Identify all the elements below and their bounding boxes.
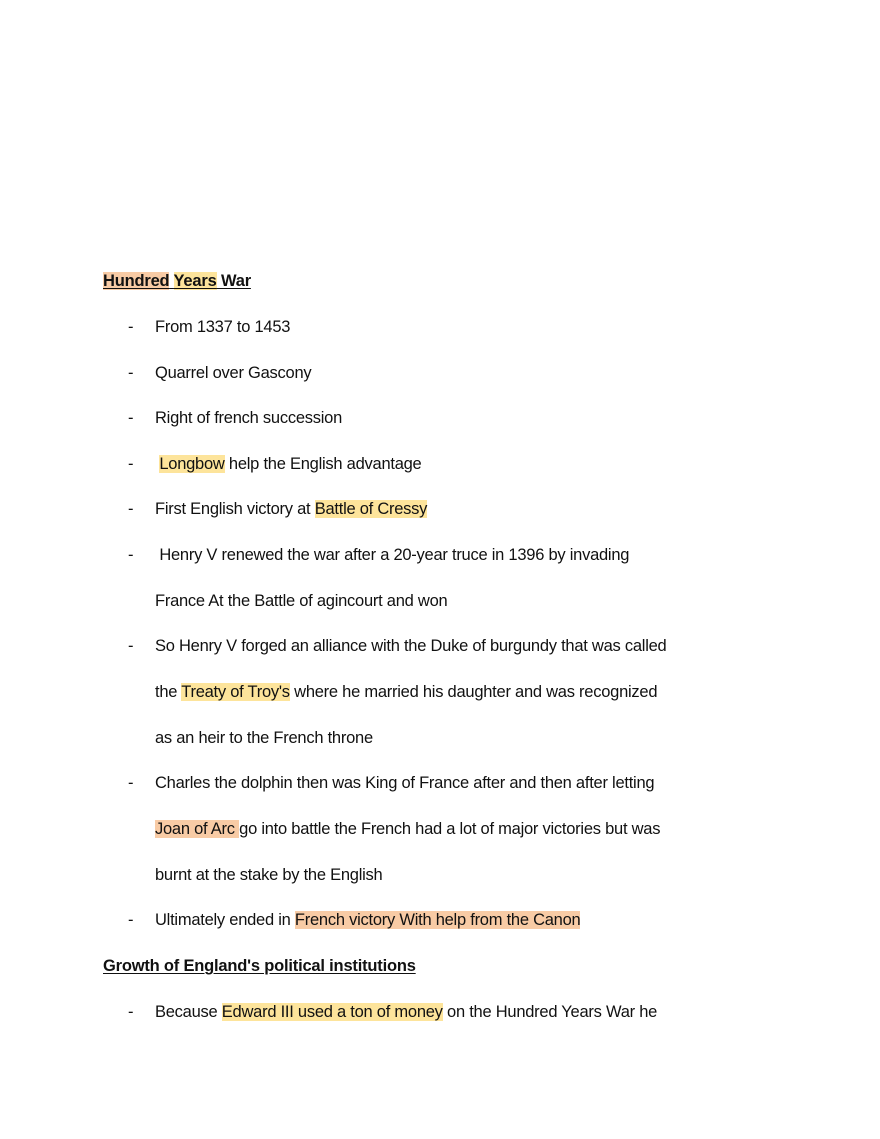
bullet-continuation-text [155, 864, 382, 886]
bullet-marker: - [128, 774, 134, 792]
bullet-text [155, 453, 421, 475]
text-run: Because [155, 1003, 222, 1021]
text-run: where he married his daughter and was recognized [289, 683, 658, 701]
text-run: help the English advantage [224, 455, 422, 473]
bullet-marker: - [128, 1003, 134, 1021]
highlighted-text: Treaty of Troy's [181, 683, 290, 701]
text-run: go into battle the French had a lot of major victories but was [239, 820, 661, 838]
text-run: Charles the dolphin then was King of France after and then after letting [155, 774, 655, 792]
text-run: Right of french succession [155, 409, 343, 427]
bullet-text [155, 544, 629, 566]
bullet-text [155, 909, 580, 931]
heading-text: War [216, 272, 251, 290]
text-run: From 1337 to 1453 [155, 318, 291, 336]
bullet-marker: - [128, 318, 134, 336]
bullet-text [155, 498, 427, 520]
text-run: Ultimately ended in [155, 911, 295, 929]
bullet-marker: - [128, 911, 134, 929]
bullet-text [155, 772, 654, 794]
bullet-marker: - [128, 364, 134, 382]
text-run: First English victory at [155, 500, 315, 518]
bullet-text [155, 407, 342, 429]
bullet-continuation-text [155, 818, 660, 840]
highlighted-text: Joan of Arc [155, 820, 240, 838]
bullet-continuation-text [155, 727, 373, 749]
text-run: as an heir to the French throne [155, 729, 373, 747]
bullet-marker: - [128, 455, 134, 473]
highlighted-text: French victory With help from the Canon [294, 911, 581, 929]
highlighted-text: Edward III used a ton of money [221, 1003, 443, 1021]
heading-text [169, 272, 173, 290]
bullet-text [155, 316, 290, 338]
highlighted-text: Years [173, 272, 217, 290]
text-run: Quarrel over Gascony [155, 364, 312, 382]
bullet-marker: - [128, 546, 134, 564]
bullet-continuation-text [155, 681, 657, 703]
text-run: on the Hundred Years War he [442, 1003, 658, 1021]
text-run: So Henry V forged an alliance with the Duke of burgundy that was called [155, 637, 667, 655]
bullet-marker: - [128, 637, 134, 655]
highlighted-text: Longbow [159, 455, 225, 473]
text-run: Henry V renewed the war after a 20-year truce in 1396 by invading [155, 546, 630, 564]
text-run: France At the Battle of agincourt and won [155, 592, 448, 610]
heading-text: Growth of England's political institutions [103, 957, 416, 975]
section-heading-hundred-years-war [103, 270, 251, 292]
bullet-marker: - [128, 500, 134, 518]
bullet-marker: - [128, 409, 134, 427]
bullet-text [155, 362, 311, 384]
section-heading-growth-of-englands-political-institutions [103, 955, 416, 977]
bullet-text [155, 1001, 657, 1023]
text-run: the [155, 683, 182, 701]
highlighted-text: Hundred [103, 272, 170, 290]
highlighted-text: Battle of Cressy [314, 500, 428, 518]
bullet-text [155, 635, 666, 657]
text-run: burnt at the stake by the English [155, 866, 383, 884]
bullet-continuation-text [155, 590, 447, 612]
